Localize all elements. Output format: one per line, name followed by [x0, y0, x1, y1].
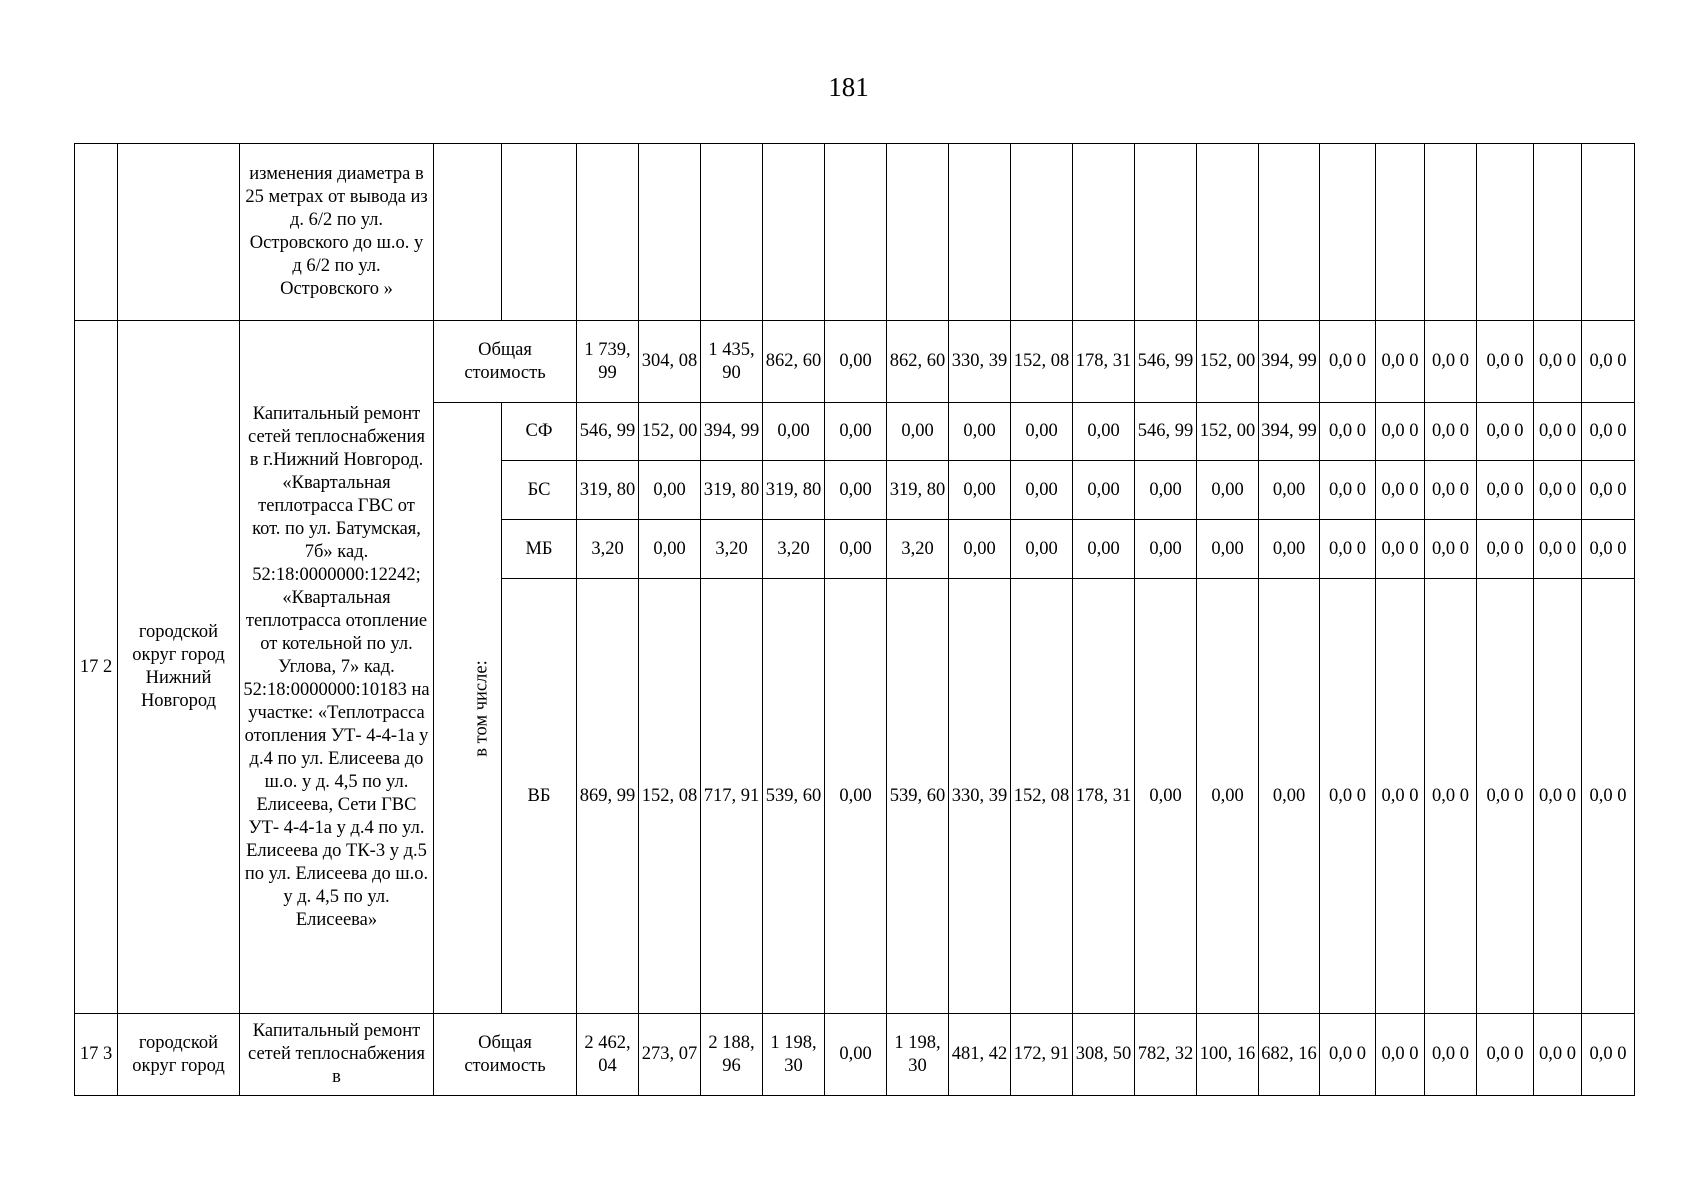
value-cell: 481, 42	[949, 1014, 1011, 1096]
row-number: 17 3	[75, 1014, 118, 1096]
value-cell: 152, 00	[639, 403, 701, 461]
value-cell: 0,0 0	[1425, 321, 1477, 403]
value-cell: 172, 91	[1011, 1014, 1073, 1096]
value-cell: 308, 50	[1073, 1014, 1135, 1096]
funding-source-label: БС	[502, 461, 577, 520]
value-cell: 304, 08	[639, 321, 701, 403]
value-cell: 0,00	[825, 520, 887, 579]
value-cell: 0,00	[1011, 403, 1073, 461]
value-cell: 0,00	[1259, 461, 1320, 520]
value-cell: 178, 31	[1073, 579, 1135, 1014]
value-cell: 0,0 0	[1534, 321, 1582, 403]
value-cell: 0,00	[639, 461, 701, 520]
value-cell: 1 198, 30	[763, 1014, 825, 1096]
municipality-cell	[118, 144, 240, 321]
value-cell: 0,00	[949, 403, 1011, 461]
value-cell: 0,0 0	[1582, 403, 1635, 461]
value-cell: 0,0 0	[1320, 321, 1376, 403]
value-cell: 0,00	[1073, 461, 1135, 520]
value-cell: 0,0 0	[1582, 321, 1635, 403]
value-cell: 0,00	[1073, 520, 1135, 579]
value-cell: 0,0 0	[1376, 520, 1425, 579]
value-cell: 3,20	[577, 520, 639, 579]
value-cell: 152, 08	[1011, 321, 1073, 403]
value-cell: 0,0 0	[1320, 520, 1376, 579]
value-cell: 546, 99	[1135, 321, 1197, 403]
value-cell: 0,00	[825, 403, 887, 461]
value-cell: 0,00	[949, 520, 1011, 579]
value-cell: 330, 39	[949, 321, 1011, 403]
value-cell: 0,00	[1135, 461, 1197, 520]
value-cell: 394, 99	[1259, 403, 1320, 461]
value-cell: 0,00	[1135, 520, 1197, 579]
value-cell: 0,0 0	[1425, 579, 1477, 1014]
value-cell: 782, 32	[1135, 1014, 1197, 1096]
value-cell: 0,00	[1011, 520, 1073, 579]
value-cell: 0,00	[1259, 520, 1320, 579]
value-cell: 0,0 0	[1534, 1014, 1582, 1096]
value-cell: 546, 99	[1135, 403, 1197, 461]
value-cell: 319, 80	[887, 461, 949, 520]
value-cell: 0,0 0	[1320, 403, 1376, 461]
value-cell: 273, 07	[639, 1014, 701, 1096]
value-cell: 319, 80	[763, 461, 825, 520]
value-cell: 0,0 0	[1477, 1014, 1534, 1096]
value-cell: 0,0 0	[1582, 1014, 1635, 1096]
value-cell: 0,00	[825, 579, 887, 1014]
value-cell: 0,0 0	[1320, 1014, 1376, 1096]
municipality: городской округ город Нижний Новгород	[118, 321, 240, 1014]
value-cell: 394, 99	[701, 403, 763, 461]
value-cell: 0,00	[1197, 579, 1259, 1014]
page-number: 181	[828, 72, 869, 102]
value-cell: 0,0 0	[1376, 403, 1425, 461]
table-row-172-total	[75, 321, 1635, 403]
value-cell: 0,0 0	[1582, 579, 1635, 1014]
value-cell: 0,00	[1259, 579, 1320, 1014]
value-cell: 0,00	[1135, 579, 1197, 1014]
value-cell: 0,00	[949, 461, 1011, 520]
table-row-173-total	[75, 1014, 1635, 1096]
value-cell: 539, 60	[763, 579, 825, 1014]
value-cell: 0,0 0	[1376, 461, 1425, 520]
value-cell: 2 462, 04	[577, 1014, 639, 1096]
value-cell: 1 739, 99	[577, 321, 639, 403]
including-label: в том числе:	[471, 659, 492, 757]
value-cell: 3,20	[763, 520, 825, 579]
value-cell: 0,0 0	[1477, 579, 1534, 1014]
including-label-cell	[434, 403, 502, 1014]
value-cell: 0,00	[1197, 461, 1259, 520]
value-cell: 0,00	[1073, 403, 1135, 461]
value-cell: 3,20	[701, 520, 763, 579]
value-cell: 0,0 0	[1582, 520, 1635, 579]
value-cell: 869, 99	[577, 579, 639, 1014]
value-cell: 394, 99	[1259, 321, 1320, 403]
value-cell: 3,20	[887, 520, 949, 579]
funding-source-label: ВБ	[502, 579, 577, 1014]
value-cell: 0,0 0	[1534, 461, 1582, 520]
value-cell: 2 188, 96	[701, 1014, 763, 1096]
value-cell: 0,0 0	[1477, 403, 1534, 461]
value-cell: 0,0 0	[1534, 520, 1582, 579]
municipality: городской округ город	[118, 1014, 240, 1096]
value-cell: 1 198, 30	[887, 1014, 949, 1096]
value-cell: 682, 16	[1259, 1014, 1320, 1096]
row-number: 17 2	[75, 321, 118, 1014]
value-cell: 0,0 0	[1320, 461, 1376, 520]
value-cell: 178, 31	[1073, 321, 1135, 403]
project-description: Капитальный ремонт сетей теплоснабжения в г.Нижний Новгород. «Квартальная теплотрасса ГВС от кот. по ул. Батумская, 7б» кад. 52:18:0000000:12242; «Квартальная теплотрасса отопление от котельной по ул. Углова, 7» кад. 52:18:0000000:10183 на участке: «Теплотрасса отопления УТ- 4-4-1а у д.4 по ул. Елисеева до ш.о. у д. 4,5 по ул. Елисеева, Сети ГВС УТ- 4-4-1а у д.4 по ул. Елисеева до ТК-3 у д.5 по ул. Елисеева до ш.о. у д. 4,5 по ул. Елисеева»	[240, 321, 434, 1014]
continuation-row	[75, 144, 1635, 321]
value-cell: 0,0 0	[1320, 579, 1376, 1014]
value-cell: 0,0 0	[1376, 321, 1425, 403]
value-cell: 0,0 0	[1376, 579, 1425, 1014]
funding-source-label: МБ	[502, 520, 577, 579]
row-number-cell	[75, 144, 118, 321]
value-cell: 0,00	[825, 1014, 887, 1096]
value-cell: 152, 00	[1197, 403, 1259, 461]
value-cell: 0,00	[1011, 461, 1073, 520]
value-cell: 539, 60	[887, 579, 949, 1014]
cost-table	[74, 143, 1635, 1096]
value-cell: 100, 16	[1197, 1014, 1259, 1096]
value-cell: 862, 60	[763, 321, 825, 403]
value-cell: 319, 80	[701, 461, 763, 520]
project-description: Капитальный ремонт сетей теплоснабжения в	[240, 1014, 434, 1096]
value-cell: 717, 91	[701, 579, 763, 1014]
value-cell: 862, 60	[887, 321, 949, 403]
total-cost-label: Общая стоимость	[434, 1014, 577, 1096]
value-cell: 546, 99	[577, 403, 639, 461]
value-cell: 0,0 0	[1425, 1014, 1477, 1096]
value-cell: 0,0 0	[1376, 1014, 1425, 1096]
value-cell: 0,0 0	[1425, 461, 1477, 520]
value-cell: 330, 39	[949, 579, 1011, 1014]
value-cell: 0,0 0	[1534, 579, 1582, 1014]
value-cell: 152, 08	[639, 579, 701, 1014]
value-cell: 0,0 0	[1582, 461, 1635, 520]
value-cell: 1 435, 90	[701, 321, 763, 403]
value-cell: 0,0 0	[1425, 520, 1477, 579]
value-cell: 0,00	[825, 461, 887, 520]
value-cell: 0,0 0	[1425, 403, 1477, 461]
funding-source-label: СФ	[502, 403, 577, 461]
value-cell: 0,00	[887, 403, 949, 461]
value-cell: 0,0 0	[1477, 321, 1534, 403]
value-cell: 319, 80	[577, 461, 639, 520]
value-cell: 0,0 0	[1534, 403, 1582, 461]
value-cell: 0,0 0	[1477, 461, 1534, 520]
description-cell: изменения диаметра в 25 метрах от вывода из д. 6/2 по ул. Островского до ш.о. у д 6/2 по ул. Островского »	[240, 144, 434, 321]
value-cell: 152, 08	[1011, 579, 1073, 1014]
value-cell: 0,00	[763, 403, 825, 461]
value-cell: 0,00	[825, 321, 887, 403]
value-cell: 152, 00	[1197, 321, 1259, 403]
value-cell: 0,00	[639, 520, 701, 579]
total-cost-label: Общая стоимость	[434, 321, 577, 403]
value-cell: 0,00	[1197, 520, 1259, 579]
value-cell: 0,0 0	[1477, 520, 1534, 579]
